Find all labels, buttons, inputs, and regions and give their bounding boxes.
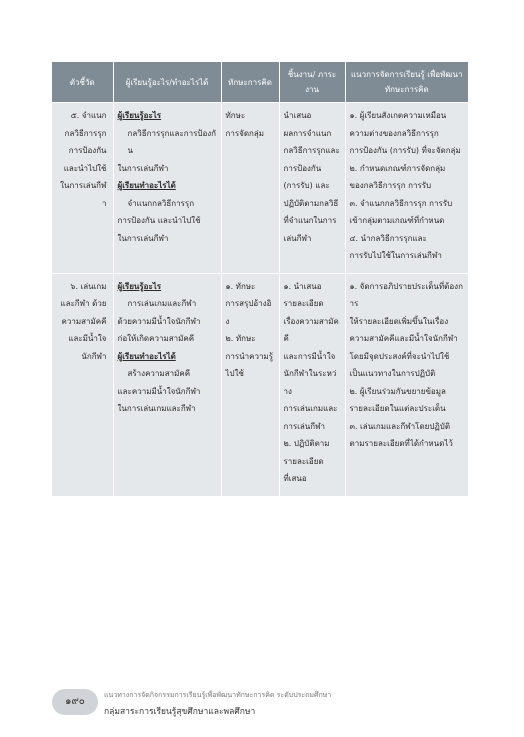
cell-line: ของกลวิธีการรุก การรับ: [349, 181, 432, 190]
header-skill: ทักษะการคิด: [221, 62, 279, 103]
cell-line: ๕. จำแนก: [70, 111, 107, 120]
table-header-row: [52, 62, 468, 103]
approach-cell: [345, 273, 468, 496]
header-approach: แนวการจัดการเรียนรู้ เพื่อพัฒนาทักษะการคิด: [345, 62, 468, 103]
work-cell: [279, 273, 345, 496]
cell-line: โดยมีจุดประสงค์ที่จะนำไปใช้: [349, 351, 450, 361]
approach-cell: [345, 103, 468, 274]
cell-line: การป้องกัน: [68, 146, 107, 155]
skill-cell: [221, 273, 279, 496]
cell-line: ทักษะ: [225, 111, 246, 120]
cell-line: ความต่างของกลวิธีการรุก: [349, 128, 439, 138]
cell-line: และนำไปใช้: [63, 163, 107, 173]
cell-line: ความสามัคคี: [61, 316, 107, 326]
cell-line: รายละเอียด: [283, 299, 324, 308]
cell-line: การป้องกัน และนำไปใช้: [117, 216, 201, 225]
cell-line: ปฏิบัติตามกลวิธี: [283, 198, 339, 208]
cell-line: ผู้เรียนรู้อะไร: [117, 281, 162, 291]
cell-line: ไปใช้: [225, 369, 244, 378]
table-row: [52, 273, 468, 496]
cell-line: ๑. นำเสนอ: [283, 281, 322, 291]
footer-book-title: แนวทางการจัดกิจกรรมการเรียนรู้เพื่อพัฒนาทักษะการคิด ระดับประถมศึกษา: [104, 691, 332, 699]
cell-line: และความมีน้ำใจนักกีฬา: [117, 386, 201, 396]
cell-line: ที่จำแนกในการ: [283, 216, 337, 225]
cell-line: เข้ากลุ่มตามเกณฑ์ที่กำหนด: [349, 216, 445, 225]
cell-line: การป้องกัน (การรับ) ที่จะจัดกลุ่ม: [349, 146, 461, 155]
cell-line: ตามรายละเอียดที่ได้กำหนดไว้: [349, 439, 453, 448]
cell-line: ผลการจำแนก: [283, 128, 332, 138]
cell-line: ๒. ปฏิบัติตาม: [283, 439, 330, 448]
page-number: ๑๙๐: [52, 689, 98, 715]
cell-line: และมีน้ำใจ: [68, 334, 107, 343]
cell-line: นำเสนอ: [283, 111, 312, 120]
cell-line: การเล่นเกมและกีฬา: [127, 299, 197, 308]
cell-line: ผู้เรียนรู้อะไร: [117, 111, 162, 120]
work-cell: [279, 103, 345, 274]
header-indicator: ตัวชี้วัด: [52, 62, 113, 103]
cell-line: ในการเล่นกีฬา: [117, 233, 169, 243]
cell-line: การรับไปใช้ในการเล่นกีฬา: [349, 251, 442, 260]
cell-line: ด้วยความมีน้ำใจนักกีฬา: [117, 316, 201, 326]
cell-line: ๔. นำกลวิธีการรุกและ: [349, 233, 427, 243]
learn-cell: [113, 273, 221, 496]
cell-line: การสรุปอ้างอิง: [225, 299, 272, 326]
header-work: ชิ้นงาน/ ภาระงาน: [279, 62, 345, 103]
cell-line: ในการเล่นกีฬา: [60, 181, 107, 208]
indicator-cell: [52, 103, 113, 274]
cell-line: การนำความรู้: [225, 351, 273, 361]
cell-line: ๑. ทักษะ: [225, 281, 256, 291]
cell-line: รายละเอียดในแต่ละประเด็น: [349, 404, 446, 413]
cell-line: การป้องกัน: [283, 163, 322, 173]
cell-line: ให้รายละเอียดเพิ่มขึ้นในเรื่อง: [349, 316, 449, 326]
skill-cell: [221, 103, 279, 274]
cell-line: การเล่นเกมและ: [283, 404, 338, 413]
cell-line: ผู้เรียนทำอะไรได้: [117, 351, 176, 361]
cell-line: กลวิธีการรุก: [64, 128, 107, 138]
learn-cell: [113, 103, 221, 274]
cell-line: ๑. ผู้เรียนสังเกตความเหมือน: [349, 111, 447, 120]
cell-line: ๖. เล่นเกม: [70, 281, 107, 291]
cell-line: และการมีน้ำใจ: [283, 351, 336, 361]
cell-line: ๓. เล่นเกมและกีฬาโดยปฏิบัติ: [349, 421, 451, 431]
header-learn: ผู้เรียนรู้อะไร/ทำอะไรได้: [113, 62, 221, 103]
cell-line: กลวิธีการรุกและการป้องกัน: [127, 128, 217, 155]
cell-line: ๒. ทักษะ: [225, 334, 256, 343]
cell-line: ก่อให้เกิดความสามัคคี: [117, 334, 195, 343]
cell-line: ในการเล่นเกมและกีฬา: [117, 404, 196, 413]
cell-line: ๒. ผู้เรียนร่วมกันขยายข้อมูล: [349, 386, 446, 396]
cell-line: เป็นแนวทางในการปฏิบัติ: [349, 369, 436, 378]
cell-line: การจัดกลุ่ม: [225, 128, 265, 138]
cell-line: ๒. กำหนดเกณฑ์การจัดกลุ่ม: [349, 163, 446, 173]
cell-line: รายละเอียด: [283, 456, 324, 466]
cell-line: เรื่องความสามัคคี: [283, 316, 339, 343]
cell-line: ผู้เรียนทำอะไรได้: [117, 181, 176, 190]
cell-line: เล่นกีฬา: [283, 233, 312, 243]
curriculum-table: [52, 62, 468, 496]
cell-line: จำแนกกลวิธีการรุก: [127, 198, 195, 208]
cell-line: นักกีฬา: [81, 351, 107, 361]
cell-line: สร้างความสามัคคี: [127, 369, 191, 378]
cell-line: ๓. จำแนกกลวิธีการรุก การรับ: [349, 198, 453, 208]
cell-line: ความสามัคคีและมีน้ำใจนักกีฬา: [349, 334, 458, 343]
cell-line: (การรับ) และ: [283, 181, 330, 190]
table-row: [52, 103, 468, 274]
cell-line: กลวิธีการรุกและ: [283, 146, 340, 155]
cell-line: และกีฬา ด้วย: [60, 299, 107, 308]
footer-subject: กลุ่มสาระการเรียนรู้สุขศึกษาและพลศึกษา: [104, 707, 256, 717]
cell-line: นักกีฬาในระหว่าง: [283, 369, 337, 396]
cell-line: ที่เสนอ: [283, 474, 307, 483]
cell-line: ในการเล่นกีฬา: [117, 163, 169, 173]
indicator-cell: [52, 273, 113, 496]
cell-line: ๑. จัดการอภิปรายประเด็นที่ต้องการ: [349, 281, 463, 308]
cell-line: การเล่นกีฬา: [283, 421, 326, 431]
